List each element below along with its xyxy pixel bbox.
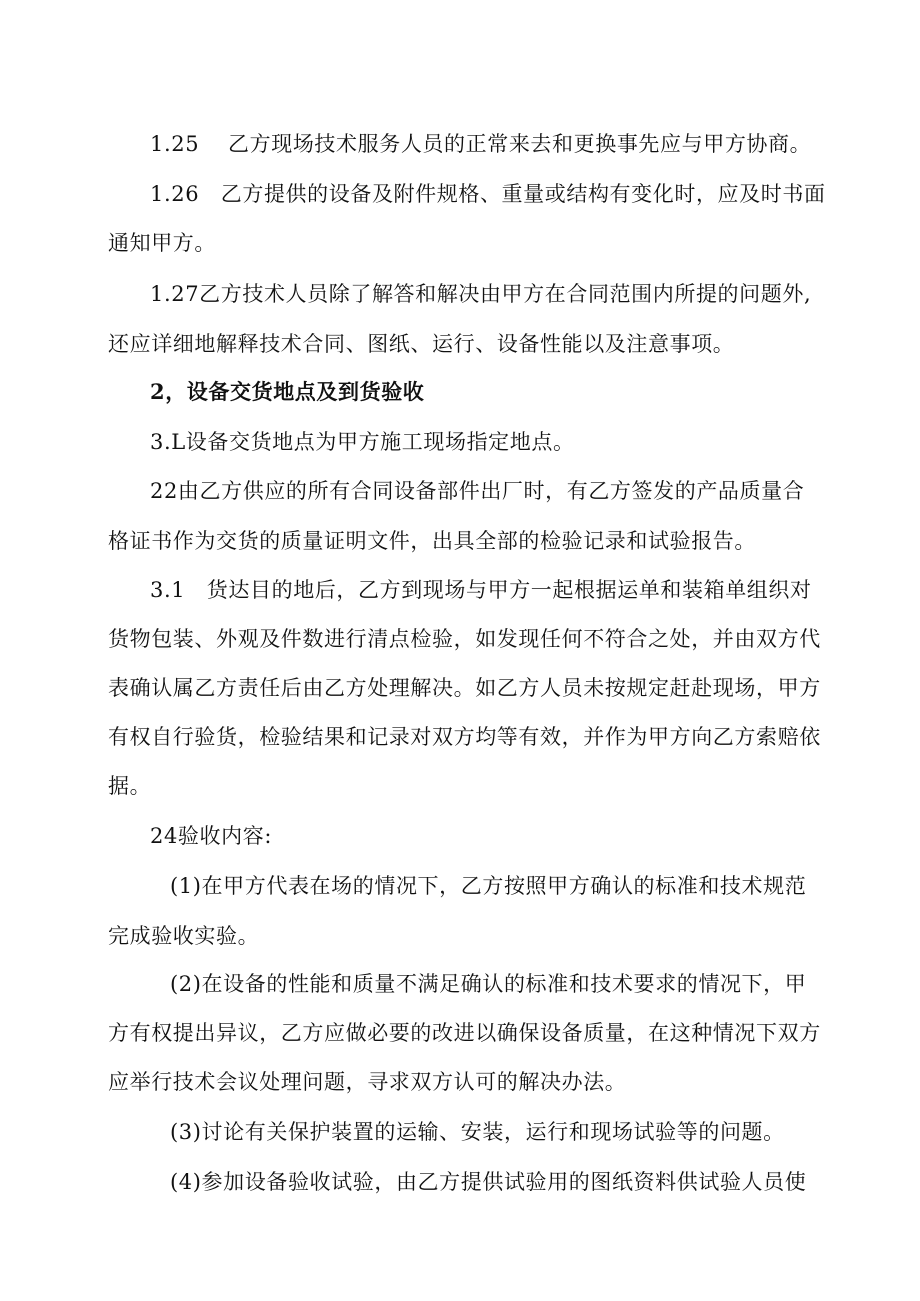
item-1-line2: 完成验收实验。: [108, 924, 260, 948]
clause-1-26-line2: 通知甲方。: [108, 231, 216, 255]
clause-1-25: 1.25 乙方现场技术服务人员的正常来去和更换事先应与甲方协商。: [150, 132, 812, 156]
clause-1-26-line1: 1.26 乙方提供的设备及附件规格、重量或结构有变化时，应及时书面: [150, 182, 826, 206]
clause-1-27-line2: 还应详细地解释技术合同、图纸、运行、设备性能以及注意事项。: [108, 332, 735, 356]
clause-3-l: 3.L设备交货地点为甲方施工现场指定地点。: [150, 430, 575, 454]
clause-3-1-line5: 据。: [108, 774, 152, 798]
clause-3-1-line4: 有权自行验货，检验结果和记录对双方均等有效，并作为甲方向乙方索赔依: [108, 725, 821, 749]
item-2-line3: 应举行技术会议处理问题，寻求双方认可的解决办法。: [108, 1070, 627, 1094]
item-2-line1: (2)在设备的性能和质量不满足确认的标准和技术要求的情况下，甲: [170, 972, 807, 996]
item-3: (3)讨论有关保护装置的运输、安装，运行和现场试验等的问题。: [170, 1120, 785, 1144]
clause-3-1-line2: 货物包装、外观及件数进行清点检验，如发现任何不符合之处，并由双方代: [108, 627, 821, 651]
item-4-line1: (4)参加设备验收试验，由乙方提供试验用的图纸资料供试验人员使: [170, 1170, 807, 1194]
item-2-line2: 方有权提出异议，乙方应做必要的改进以确保设备质量，在这种情况下双方: [108, 1021, 821, 1045]
clause-22-line2: 格证书作为交货的质量证明文件，出具全部的检验记录和试验报告。: [108, 529, 756, 553]
clause-3-1-line3: 表确认属乙方责任后由乙方处理解决。如乙方人员未按规定赶赴现场，甲方: [108, 676, 821, 700]
clause-22-line1: 22由乙方供应的所有合同设备部件出厂时，有乙方签发的产品质量合: [150, 479, 805, 503]
item-1-line1: (1)在甲方代表在场的情况下，乙方按照甲方确认的标准和技术规范: [170, 874, 807, 898]
section-heading-2: 2，设备交货地点及到货验收: [150, 379, 425, 404]
clause-3-1-line1: 3.1 货达目的地后，乙方到现场与甲方一起根据运单和装箱单组织对: [150, 578, 812, 602]
clause-24-heading: 24验收内容:: [150, 824, 272, 848]
clause-1-27-line1: 1.27乙方技术人员除了解答和解决由甲方在合同范围内所提的问题外,: [150, 282, 812, 306]
